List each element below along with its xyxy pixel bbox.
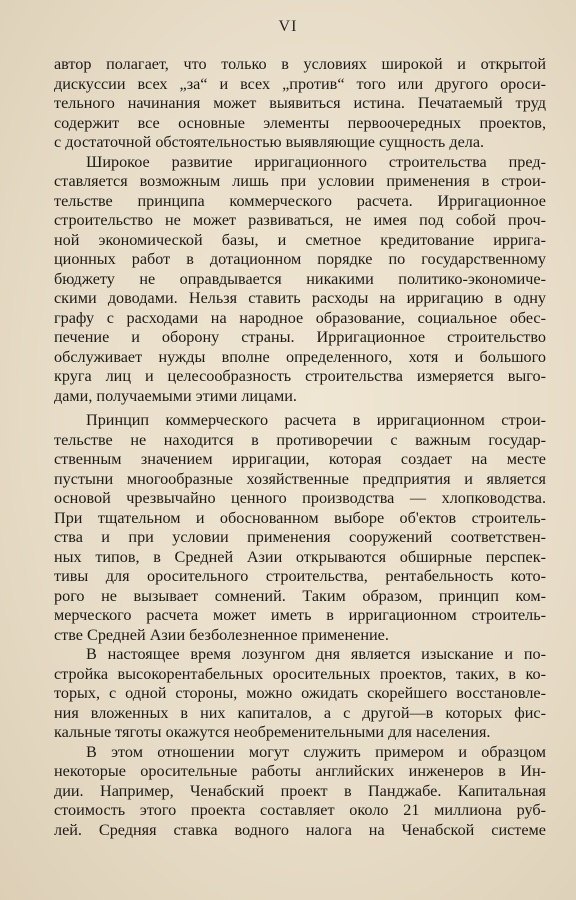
text-line: обслуживает нужды вполне определенного, хотя и большого: [54, 347, 546, 366]
text-line: тивы для оросительного строительства, рентабельность кото-: [54, 567, 546, 585]
text-line: основой чрезвычайно ценного производства — хлопководства.: [54, 489, 546, 507]
text-line: стройка высокорентабельных оросительных проектов, таких, в ко-: [54, 664, 546, 683]
text-line: дии. Например, Ченабский проект в Панджабе. Капитальная: [54, 781, 546, 800]
page-number: VI: [278, 18, 298, 35]
text-line: При тщательном и обоснованном выборе об'ектов строитель-: [54, 508, 546, 527]
text-line: некоторые оросительные работы английских инженеров в Ин-: [54, 762, 546, 780]
text-line: печение и оборону страны. Ирригационное строительство: [54, 328, 546, 346]
text-line: лей. Средняя ставка водного налога на Ченабской системе: [54, 820, 546, 839]
text-line: тельстве принципа коммерческого расчета. Ирригационное: [54, 191, 546, 210]
text-line: пустыни многообразные хозяйственные предприятия и является: [54, 469, 546, 488]
text-line: автор полагает, что только в условиях широкой и открытой: [54, 55, 546, 73]
text-line: ных типов, в Средней Азии открываются обширные перспек-: [54, 547, 546, 566]
text-line: ционных работ в дотационном порядке по государственному: [54, 250, 546, 268]
text-line: ставляется возможным лишь при условии применения в строи-: [54, 172, 546, 190]
text-line: Широкое развитие ирригационного строительства пред-: [86, 152, 546, 171]
text-line: Принцип коммерческого расчета в ирригационном строи-: [86, 411, 546, 429]
text-line: кальные тяготы окажутся необременительными для населения.: [54, 723, 491, 741]
body-text: [54, 55, 546, 840]
text-line: строительство не может развиваться, не имея под собой проч-: [54, 211, 546, 229]
text-line: дискуссии всех „за“ и всех „против“ того или другого ороси-: [54, 74, 546, 93]
text-line: ния вложенных в них капиталов, а с другой—в которых фис-: [54, 703, 546, 722]
text-line: В настоящее время лозунгом дня является изыскание и по-: [86, 645, 546, 663]
text-line: скими доводами. Нельзя ставить расходы на ирригацию в одну: [54, 289, 546, 307]
text-line: тельного начинания может выявиться истина. Печатаемый труд: [54, 94, 546, 112]
text-line: тельстве не находится в противоречии с важным государ-: [54, 430, 546, 449]
text-line: с достаточной обстоятельностью выявляющие сущность дела.: [54, 133, 485, 151]
text-line: рого не вызывает сомнений. Таким образом, принцип ком-: [54, 586, 546, 605]
text-line: ственным значением ирригации, которая создает на месте: [54, 450, 546, 468]
text-line: круга лиц и целесообразность строительства измеряется выго-: [54, 367, 546, 385]
text-line: бюджету не оправдывается никакими политико-экономиче-: [54, 269, 546, 288]
text-line: дами, получаемыми этими лицами.: [54, 386, 297, 405]
text-line: содержит все основные элементы первоочередных проектов,: [54, 113, 546, 132]
text-line: В этом отношении могут служить примером и образцом: [86, 742, 546, 761]
text-line: мерческого расчета может иметь в ирригационном строитель-: [54, 606, 546, 624]
text-line: ной экономической базы, и сметное кредитование ирригa-: [54, 230, 546, 249]
text-line: графу с расходами на народное образование, социальное обес-: [54, 308, 546, 327]
text-line: стоимость этого проекта составляет около 21 миллиона руб-: [54, 801, 546, 819]
text-line: ства и при условии применения сооружений соответствен-: [54, 528, 546, 546]
text-line: торых, с одной стороны, можно ожидать скорейшего восстановле-: [54, 684, 546, 702]
text-line: стве Средней Азии безболезненное применение.: [54, 625, 389, 644]
